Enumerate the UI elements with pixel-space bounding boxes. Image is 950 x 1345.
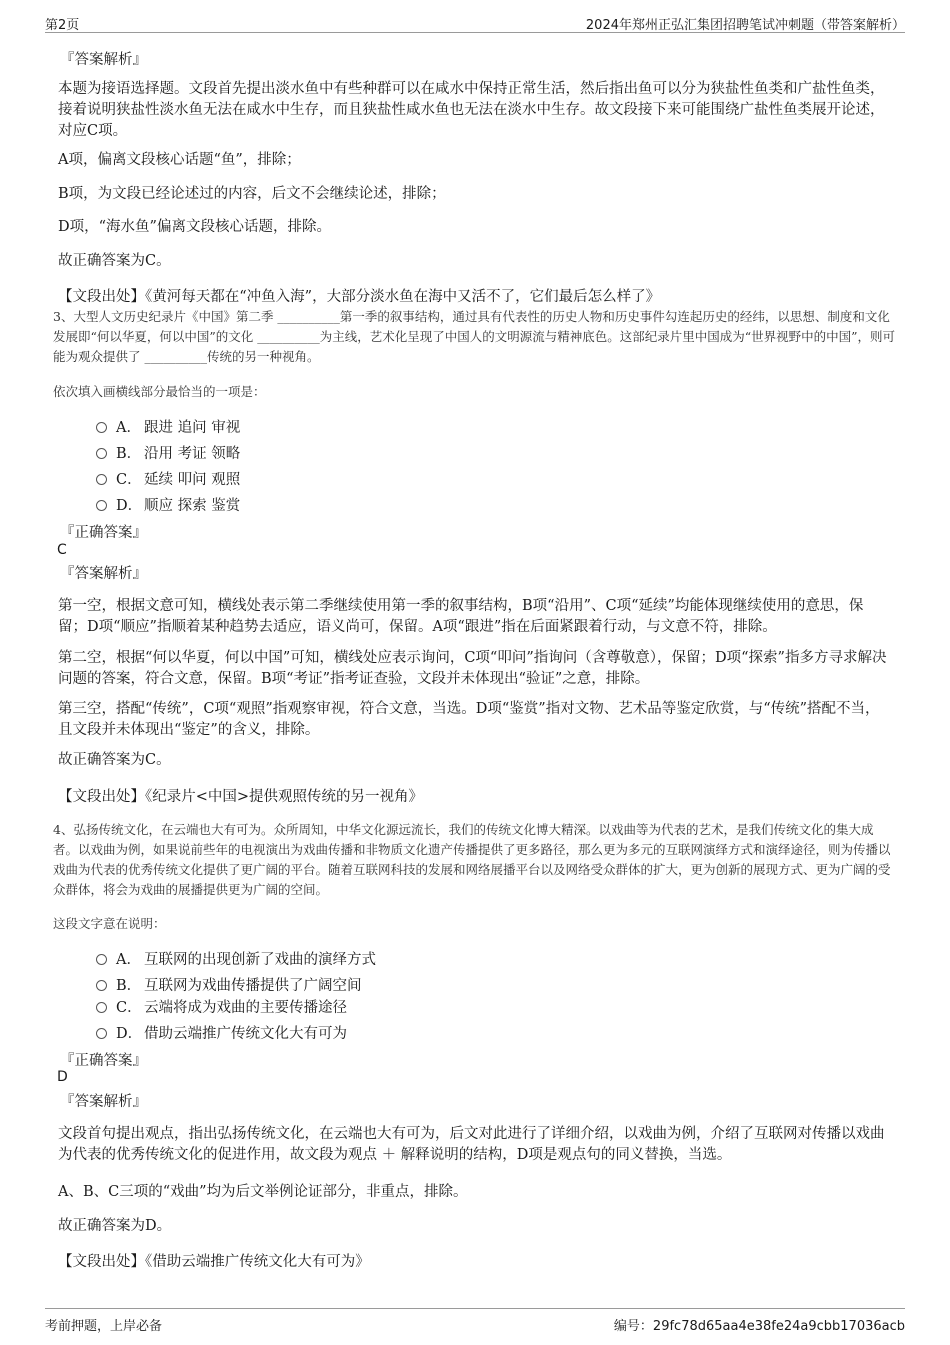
q3-prompt: 依次填入画横线部分最恰当的一项是： <box>53 384 266 399</box>
page-footer <box>45 1308 905 1334</box>
correct-answer-label: 『正确答案』 <box>60 1053 147 1069</box>
q4-option-a[interactable]: A． 互联网的出现创新了戏曲的演绎方式 <box>96 948 596 970</box>
page-number: 第2页 <box>45 18 80 33</box>
radio-icon[interactable] <box>96 1002 107 1013</box>
analysis-label: 『答案解析』 <box>60 1094 147 1110</box>
q3-option-b[interactable]: B． 沿用 考证 领略 <box>96 442 596 464</box>
q4-source: 【文段出处】《借助云端推广传统文化大有可为》 <box>58 1254 370 1270</box>
q4-abc-note: A、B、C三项的“戏曲”均为后文举例论证部分，非重点，排除。 <box>58 1184 468 1200</box>
radio-icon[interactable] <box>96 474 107 485</box>
footer-slogan: 考前押题，上岸必备 <box>45 1319 163 1334</box>
q4-option-c[interactable]: C． 云端将成为戏曲的主要传播途径 <box>96 996 596 1018</box>
q3-answer: C <box>57 542 67 558</box>
radio-icon[interactable] <box>96 980 107 991</box>
q4-option-b[interactable]: B． 互联网为戏曲传播提供了广阔空间 <box>96 974 596 996</box>
q3-option-a[interactable]: A． 跟进 追问 审视 <box>96 416 596 438</box>
q2-option-d-note: D项，“海水鱼”偏离文段核心话题，排除。 <box>58 219 331 235</box>
correct-answer-label: 『正确答案』 <box>60 525 147 541</box>
q2-option-a-note: A项，偏离文段核心话题“鱼”，排除； <box>58 152 301 168</box>
q3-option-c[interactable]: C． 延续 叩问 观照 <box>96 468 596 490</box>
q2-option-b-note: B项，为文段已经论述过的内容，后文不会继续论述，排除； <box>58 186 446 202</box>
q3-conclusion: 故正确答案为C。 <box>58 752 171 768</box>
q4-answer: D <box>57 1069 68 1085</box>
q3-source: 【文段出处】《纪录片<中国>提供观照传统的另一视角》 <box>58 789 424 805</box>
radio-icon[interactable] <box>96 954 107 965</box>
q2-analysis-paragraph: 本题为接语选择题。文段首先提出淡水鱼中有些种群可以在咸水中保持正常生活，然后指出鱼可以分为狭盐性鱼类和广盐性鱼类，接着说明狭盐性淡水鱼无法在咸水中生存，而且狭盐性咸水鱼也无法在淡水中生存。故文段接下来可能围绕广盐性鱼类展开论述，对应C项。 <box>58 81 885 139</box>
page-header <box>45 12 905 33</box>
q3-analysis-blank-3: 第三空，搭配“传统”，C项“观照”指观察审视，符合文意，当选。D项“鉴赏”指对文物、艺术品等鉴定欣赏，与“传统”搭配不当，且文段并未体现出“鉴定”的含义，排除。 <box>58 701 880 738</box>
q3-analysis-blank-2: 第二空，根据“何以华夏，何以中国”可知，横线处应表示询问，C项“叩问”指询问（含尊敬意），保留；D项“探索”指多方寻求解决问题的答案，符合文意，保留。B项“考证”指考证查验，文段并未体现出“验证”之意，排除。 <box>58 650 887 687</box>
radio-icon[interactable] <box>96 500 107 511</box>
q3-stem: 3、大型人文历史纪录片《中国》第二季 __________第一季的叙事结构，通过具有代表性的历史人物和历史事件勾连起历史的经纬，以思想、制度和文化发展即“何以华夏，何以中国”的文化 __________为主线，艺术化呈现了中国人的文明源流与精神底色。这部纪录片里中国成为“世界视野中的中国”，则可能为观众提供了 __________传统的另一种视角。 <box>53 309 896 364</box>
radio-icon[interactable] <box>96 448 107 459</box>
analysis-label: 『答案解析』 <box>60 566 147 582</box>
radio-icon[interactable] <box>96 1028 107 1039</box>
q4-stem: 4、弘扬传统文化，在云端也大有可为。众所周知，中华文化源远流长，我们的传统文化博大精深。以戏曲等为代表的艺术，是我们传统文化的集大成者。以戏曲为例，如果说前些年的电视演出为戏曲传播和非物质文化遗产传播提供了更多路径，那么更为多元的互联网演绎方式和演绎途径，则为传播以戏曲为代表的优秀传统文化提供了更广阔的平台。随着互联网科技的发展和网络展播平台以及网络受众群体的扩大，更为创新的展现方式、更为广阔的受众群体，将会为戏曲的展播提供更为广阔的空间。 <box>53 822 891 897</box>
q3-option-d[interactable]: D． 顺应 探索 鉴赏 <box>96 494 596 516</box>
q3-analysis-blank-1: 第一空，根据文意可知，横线处表示第二季继续使用第一季的叙事结构，B项“沿用”、C项“延续”均能体现继续使用的意思，保留；D项“顺应”指顺着某种趋势去适应，语义尚可，保留。A项“跟进”指在后面紧跟着行动，与文意不符，排除。 <box>58 598 864 635</box>
document-title: 2024年郑州正弘汇集团招聘笔试冲刺题（带答案解析） <box>585 18 905 33</box>
q4-option-d[interactable]: D． 借助云端推广传统文化大有可为 <box>96 1022 596 1044</box>
q2-conclusion: 故正确答案为C。 <box>58 253 171 269</box>
q4-prompt: 这段文字意在说明： <box>53 916 166 931</box>
q4-conclusion: 故正确答案为D。 <box>58 1218 172 1234</box>
document-code: 编号：29fc78d65aa4e38fe24a9cbb17036acb <box>613 1319 905 1334</box>
radio-icon[interactable] <box>96 422 107 433</box>
q4-analysis-paragraph: 文段首句提出观点，指出弘扬传统文化，在云端也大有可为，后文对此进行了详细介绍，以戏曲为例，介绍了互联网对传播以戏曲为代表的优秀传统文化的促进作用，故文段为观点 ＋ 解释说明的结构，D项是观点句的同义替换，当选。 <box>58 1126 885 1163</box>
analysis-label: 『答案解析』 <box>60 52 147 68</box>
q2-source: 【文段出处】《黄河每天都在“冲鱼入海”，大部分淡水鱼在海中又活不了，它们最后怎么样了》 <box>58 289 661 305</box>
